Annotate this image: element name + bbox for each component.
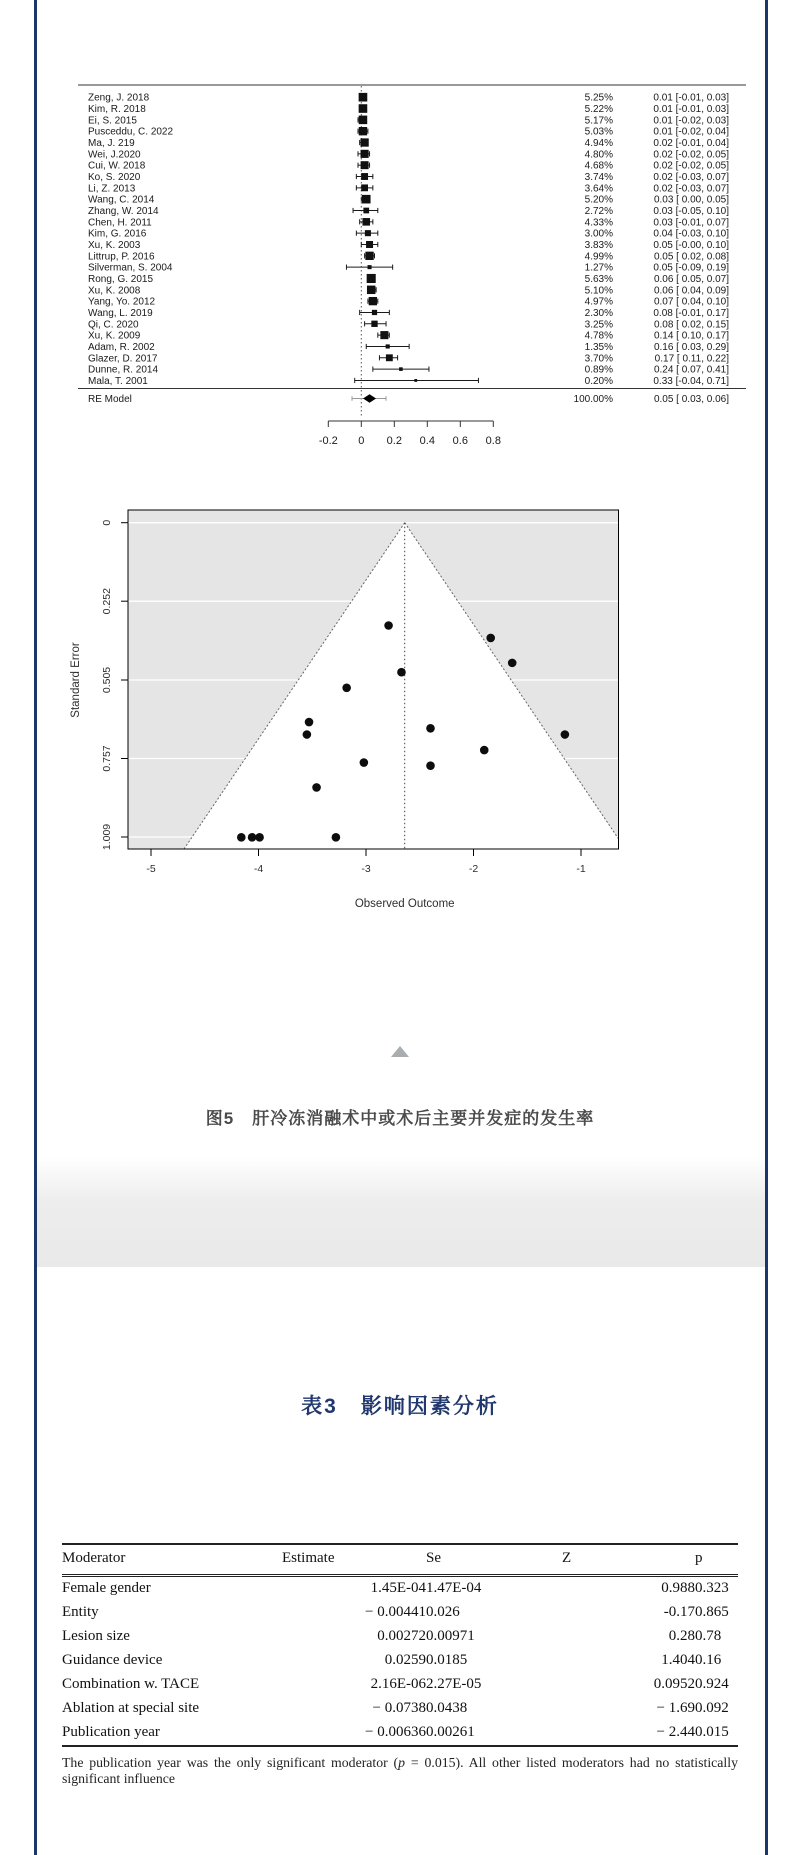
study-point-square — [362, 218, 370, 226]
svg-text:Chen, H. 2011: Chen, H. 2011 — [88, 217, 152, 229]
svg-text:5.22%: 5.22% — [584, 104, 613, 116]
svg-text:Xu, K. 2009: Xu, K. 2009 — [88, 330, 141, 342]
study-point-square — [367, 286, 375, 294]
svg-text:0.05 [-0.09, 0.19]: 0.05 [-0.09, 0.19] — [653, 262, 729, 274]
footnote-text: The publication year was the only significant moderator ( — [62, 1755, 399, 1770]
forest-study-row — [88, 183, 729, 194]
svg-text:5.17%: 5.17% — [584, 115, 613, 127]
table-cell: 0.015 — [695, 1724, 729, 1740]
study-point-square — [414, 379, 417, 382]
svg-text:0.02 [-0.03, 0.07]: 0.02 [-0.03, 0.07] — [653, 172, 729, 184]
funnel-point — [332, 833, 341, 842]
table-cell: -0.17 — [663, 1604, 695, 1620]
svg-text:Wang, C. 2014: Wang, C. 2014 — [88, 194, 155, 206]
table-header-estimate: Estimate — [282, 1550, 335, 1566]
svg-text:-4: -4 — [253, 863, 264, 875]
svg-text:0.02 [-0.02, 0.05]: 0.02 [-0.02, 0.05] — [653, 160, 729, 172]
svg-text:Dunne, R. 2014: Dunne, R. 2014 — [88, 364, 159, 376]
table-cell: 0.924 — [695, 1676, 729, 1692]
study-point-square — [399, 367, 403, 371]
table-row — [62, 1649, 738, 1673]
svg-text:0.02 [-0.03, 0.07]: 0.02 [-0.03, 0.07] — [653, 183, 729, 195]
svg-text:0.8: 0.8 — [485, 435, 501, 447]
svg-text:100.00%: 100.00% — [573, 394, 613, 405]
table-header-row — [62, 1544, 738, 1576]
svg-text:Zhang, W. 2014: Zhang, W. 2014 — [88, 206, 159, 217]
table-cell: 0.78 — [695, 1628, 722, 1644]
forest-study-row — [88, 308, 729, 319]
study-point-square — [359, 127, 367, 135]
forest-study-row — [88, 206, 729, 217]
svg-text:0: 0 — [101, 519, 113, 526]
svg-text:0: 0 — [358, 435, 365, 447]
table-cell: Publication year — [62, 1724, 160, 1740]
svg-text:0.06 [ 0.05, 0.07]: 0.06 [ 0.05, 0.07] — [653, 273, 729, 285]
summary-diamond — [363, 394, 376, 402]
svg-text:RE Model: RE Model — [88, 394, 132, 405]
svg-text:0.6: 0.6 — [452, 435, 468, 447]
forest-plot — [0, 0, 800, 460]
svg-text:3.74%: 3.74% — [584, 172, 613, 184]
table-cell: Guidance device — [62, 1652, 163, 1668]
svg-text:4.33%: 4.33% — [584, 217, 613, 229]
study-point-square — [386, 344, 390, 348]
study-point-square — [368, 265, 372, 269]
svg-text:0.16 [ 0.03, 0.29]: 0.16 [ 0.03, 0.29] — [653, 341, 729, 353]
study-point-square — [361, 150, 369, 158]
svg-text:2.72%: 2.72% — [584, 206, 613, 217]
table-cell: 0.0952 — [653, 1676, 695, 1692]
table-cell: 0.026 — [426, 1604, 460, 1620]
svg-text:1.27%: 1.27% — [584, 262, 613, 274]
svg-text:Ei, S. 2015: Ei, S. 2015 — [88, 115, 137, 127]
svg-text:0.01 [-0.01, 0.03]: 0.01 [-0.01, 0.03] — [653, 104, 729, 116]
funnel-point — [360, 758, 369, 767]
svg-text:0.08 [ 0.02, 0.15]: 0.08 [ 0.02, 0.15] — [653, 319, 729, 331]
svg-text:Kim, R. 2018: Kim, R. 2018 — [88, 104, 146, 116]
funnel-point — [255, 833, 264, 842]
table-cell: 0.00272 — [377, 1628, 426, 1644]
svg-text:4.94%: 4.94% — [584, 138, 613, 150]
svg-text:3.64%: 3.64% — [584, 183, 613, 195]
funnel-point — [486, 634, 495, 643]
svg-text:-0.2: -0.2 — [318, 435, 338, 447]
svg-text:0.08 [-0.01, 0.17]: 0.08 [-0.01, 0.17] — [653, 307, 729, 319]
study-point-square — [366, 241, 373, 248]
forest-study-row — [88, 263, 729, 274]
funnel-plot — [0, 460, 800, 930]
table-header-p: p — [695, 1550, 703, 1566]
table-cell: 1.404 — [661, 1652, 695, 1668]
forest-study-row — [88, 217, 729, 228]
svg-text:Li, Z. 2013: Li, Z. 2013 — [88, 183, 136, 195]
study-point-square — [371, 321, 377, 327]
svg-text:0.03 [-0.01, 0.07]: 0.03 [-0.01, 0.07] — [653, 217, 729, 229]
study-point-square — [361, 173, 368, 180]
svg-text:0.06 [ 0.04, 0.09]: 0.06 [ 0.04, 0.09] — [653, 285, 729, 297]
funnel-point — [305, 718, 314, 727]
svg-text:0.4: 0.4 — [419, 435, 435, 447]
table-cell: 1.47E-04 — [426, 1580, 482, 1596]
footnote-italic-p: p — [398, 1755, 406, 1770]
table-header-z: Z — [562, 1550, 572, 1566]
svg-text:Xu, K. 2008: Xu, K. 2008 — [88, 285, 141, 297]
moderator-table — [62, 1543, 738, 1747]
svg-text:5.03%: 5.03% — [584, 126, 613, 138]
svg-text:0.2: 0.2 — [386, 435, 402, 447]
table-cell: 0.28 — [668, 1628, 695, 1644]
svg-text:Rong, G. 2015: Rong, G. 2015 — [88, 273, 154, 285]
funnel-point — [237, 833, 246, 842]
study-point-square — [362, 195, 371, 204]
funnel-point — [384, 621, 393, 630]
forest-study-row — [88, 342, 729, 353]
table-cell: Entity — [62, 1604, 99, 1620]
svg-text:Ma, J. 219: Ma, J. 219 — [88, 138, 135, 150]
table-cell: 1.45E-04 — [370, 1580, 426, 1596]
study-point-square — [372, 310, 377, 315]
study-point-square — [386, 354, 393, 361]
table-row — [62, 1697, 738, 1721]
funnel-point — [342, 683, 351, 692]
table-cell: 0.092 — [695, 1700, 729, 1716]
study-point-square — [363, 208, 369, 214]
svg-text:Pusceddu, C. 2022: Pusceddu, C. 2022 — [88, 126, 174, 138]
svg-text:0.17 [ 0.11, 0.22]: 0.17 [ 0.11, 0.22] — [654, 353, 729, 365]
funnel-point — [312, 783, 321, 792]
table-cell: − 0.0738 — [372, 1700, 426, 1716]
table-row — [62, 1673, 738, 1697]
svg-text:Glazer, D. 2017: Glazer, D. 2017 — [88, 353, 158, 365]
svg-text:3.00%: 3.00% — [584, 228, 613, 240]
svg-text:4.80%: 4.80% — [584, 149, 613, 161]
table-cell: 0.16 — [695, 1652, 722, 1668]
table-row — [62, 1721, 738, 1746]
table-cell: 2.16E-06 — [370, 1676, 426, 1692]
svg-text:-2: -2 — [468, 863, 479, 875]
table-cell: 0.323 — [695, 1580, 729, 1596]
table-cell: 0.00261 — [426, 1724, 475, 1740]
forest-study-row — [88, 93, 729, 104]
svg-text:0.01 [-0.02, 0.03]: 0.01 [-0.02, 0.03] — [653, 115, 729, 127]
table-cell: 2.27E-05 — [426, 1676, 482, 1692]
study-point-square — [369, 297, 377, 305]
svg-text:Ko, S. 2020: Ko, S. 2020 — [88, 172, 141, 184]
funnel-y-label: Standard Error — [70, 642, 82, 718]
svg-text:2.30%: 2.30% — [584, 307, 613, 319]
study-point-square — [361, 161, 369, 169]
svg-text:4.68%: 4.68% — [584, 160, 613, 172]
svg-text:0.33 [-0.04, 0.71]: 0.33 [-0.04, 0.71] — [653, 375, 729, 387]
svg-text:1.35%: 1.35% — [584, 341, 613, 353]
svg-text:-1: -1 — [576, 863, 586, 875]
forest-study-row — [88, 376, 729, 387]
forest-x-axis — [319, 421, 501, 447]
svg-text:Wei, J.2020: Wei, J.2020 — [88, 149, 141, 161]
svg-text:0.01 [-0.02, 0.04]: 0.01 [-0.02, 0.04] — [653, 126, 729, 138]
section-divider-band — [37, 1157, 765, 1267]
forest-study-row — [88, 172, 729, 183]
svg-text:4.97%: 4.97% — [584, 296, 613, 308]
funnel-point — [561, 730, 570, 739]
funnel-point — [397, 668, 406, 677]
svg-text:0.07 [ 0.04, 0.10]: 0.07 [ 0.04, 0.10] — [653, 296, 729, 308]
svg-text:0.89%: 0.89% — [584, 364, 613, 376]
svg-text:5.25%: 5.25% — [584, 92, 613, 104]
svg-text:3.83%: 3.83% — [584, 239, 613, 251]
svg-text:0.03 [-0.05, 0.10]: 0.03 [-0.05, 0.10] — [653, 206, 729, 217]
forest-study-row — [88, 297, 729, 308]
forest-study-row — [88, 195, 729, 206]
forest-study-row — [88, 331, 729, 342]
collapse-triangle-icon[interactable] — [391, 1046, 409, 1057]
funnel-point — [508, 659, 517, 668]
study-point-square — [361, 184, 368, 191]
svg-text:3.25%: 3.25% — [584, 319, 613, 331]
table-cell: 0.0438 — [426, 1700, 468, 1716]
footnote-text-tail: = 0.015). All other listed moderators had no statistically significant influence — [62, 1755, 738, 1786]
table-footnote — [62, 1755, 738, 1787]
svg-text:5.20%: 5.20% — [584, 194, 613, 206]
funnel-point — [426, 724, 435, 733]
table-cell: Ablation at special site — [62, 1700, 200, 1716]
study-point-square — [360, 138, 368, 146]
forest-study-row — [88, 285, 729, 296]
table-cell: Combination w. TACE — [62, 1676, 200, 1692]
svg-text:0.05 [ 0.03, 0.06]: 0.05 [ 0.03, 0.06] — [653, 394, 729, 405]
table-cell: − 0.00636 — [365, 1724, 426, 1740]
table-header-se: Se — [426, 1550, 441, 1566]
svg-text:Silverman, S. 2004: Silverman, S. 2004 — [88, 262, 173, 274]
svg-text:Zeng, J. 2018: Zeng, J. 2018 — [88, 92, 150, 104]
svg-text:Yang, Yo. 2012: Yang, Yo. 2012 — [88, 296, 156, 308]
svg-text:0.02 [-0.01, 0.04]: 0.02 [-0.01, 0.04] — [653, 138, 729, 150]
table-cell: − 1.69 — [656, 1700, 695, 1716]
svg-text:0.02 [-0.02, 0.05]: 0.02 [-0.02, 0.05] — [653, 149, 729, 161]
svg-text:0.505: 0.505 — [101, 666, 113, 694]
svg-text:0.14 [ 0.10, 0.17]: 0.14 [ 0.10, 0.17] — [653, 330, 729, 342]
svg-text:0.05 [ 0.02, 0.08]: 0.05 [ 0.02, 0.08] — [653, 251, 729, 263]
svg-text:-5: -5 — [146, 863, 156, 875]
forest-study-row — [88, 353, 729, 364]
funnel-point — [426, 761, 435, 770]
forest-study-row — [88, 149, 729, 160]
table-title: 表3 影响因素分析 — [301, 1395, 499, 1418]
svg-text:5.10%: 5.10% — [584, 285, 613, 297]
svg-text:0.04 [-0.03, 0.10]: 0.04 [-0.03, 0.10] — [653, 228, 729, 240]
forest-study-row — [88, 251, 729, 262]
svg-text:0.01 [-0.01, 0.03]: 0.01 [-0.01, 0.03] — [653, 92, 729, 104]
table-header-moderator: Moderator — [62, 1550, 126, 1566]
funnel-point — [303, 730, 312, 739]
svg-text:-3: -3 — [361, 863, 371, 875]
forest-study-row — [88, 161, 729, 172]
svg-text:Wang, L. 2019: Wang, L. 2019 — [88, 307, 153, 319]
forest-study-row — [88, 104, 729, 115]
forest-study-row — [88, 138, 729, 149]
table-cell: Lesion size — [62, 1628, 130, 1644]
svg-text:Adam, R. 2002: Adam, R. 2002 — [88, 341, 155, 353]
forest-study-row — [88, 229, 729, 240]
forest-study-row — [88, 127, 729, 138]
study-point-square — [359, 116, 368, 125]
funnel-x-label: Observed Outcome — [354, 898, 455, 910]
svg-text:Kim, G. 2016: Kim, G. 2016 — [88, 228, 147, 240]
svg-text:1.009: 1.009 — [101, 823, 113, 851]
svg-text:Xu, K. 2003: Xu, K. 2003 — [88, 239, 141, 251]
svg-text:Littrup, P. 2016: Littrup, P. 2016 — [88, 251, 155, 263]
forest-study-row — [88, 115, 729, 126]
table-row — [62, 1625, 738, 1649]
svg-text:3.70%: 3.70% — [584, 353, 613, 365]
table-cell: − 0.00441 — [365, 1604, 426, 1620]
study-point-square — [359, 93, 368, 102]
figure-caption: 图5 肝冷冻消融术中或术后主要并发症的发生率 — [205, 1109, 595, 1128]
svg-text:Mala, T. 2001: Mala, T. 2001 — [88, 375, 148, 387]
svg-text:4.78%: 4.78% — [584, 330, 613, 342]
study-point-square — [365, 230, 371, 236]
svg-text:0.05 [-0.00, 0.10]: 0.05 [-0.00, 0.10] — [653, 239, 729, 251]
forest-study-row — [88, 319, 729, 330]
table-cell: 0.865 — [695, 1604, 729, 1620]
table-cell: Female gender — [62, 1580, 151, 1596]
forest-summary-row — [88, 394, 729, 405]
table-row — [62, 1576, 738, 1602]
table-cell: − 2.44 — [656, 1724, 695, 1740]
svg-text:0.757: 0.757 — [101, 745, 113, 772]
forest-study-row — [88, 365, 729, 376]
svg-text:0.03 [ 0.00, 0.05]: 0.03 [ 0.00, 0.05] — [653, 194, 729, 206]
study-point-square — [380, 331, 388, 339]
table-cell: 0.0259 — [384, 1652, 426, 1668]
table-row — [62, 1601, 738, 1625]
study-point-square — [359, 104, 368, 113]
svg-text:Cui, W. 2018: Cui, W. 2018 — [88, 160, 146, 172]
forest-study-row — [88, 240, 729, 251]
table-cell: 0.988 — [661, 1580, 695, 1596]
forest-study-row — [88, 274, 729, 285]
svg-text:0.252: 0.252 — [101, 588, 113, 615]
funnel-point — [480, 746, 489, 755]
study-point-square — [367, 274, 376, 283]
svg-text:4.99%: 4.99% — [584, 251, 613, 263]
funnel-point — [248, 833, 257, 842]
svg-text:5.63%: 5.63% — [584, 273, 613, 285]
table-cell: 0.00971 — [426, 1628, 475, 1644]
table-cell: 0.0185 — [426, 1652, 468, 1668]
svg-text:Qi, C. 2020: Qi, C. 2020 — [88, 319, 139, 331]
study-point-square — [365, 252, 373, 260]
svg-text:0.20%: 0.20% — [584, 375, 613, 387]
svg-text:0.24 [ 0.07, 0.41]: 0.24 [ 0.07, 0.41] — [653, 364, 729, 376]
